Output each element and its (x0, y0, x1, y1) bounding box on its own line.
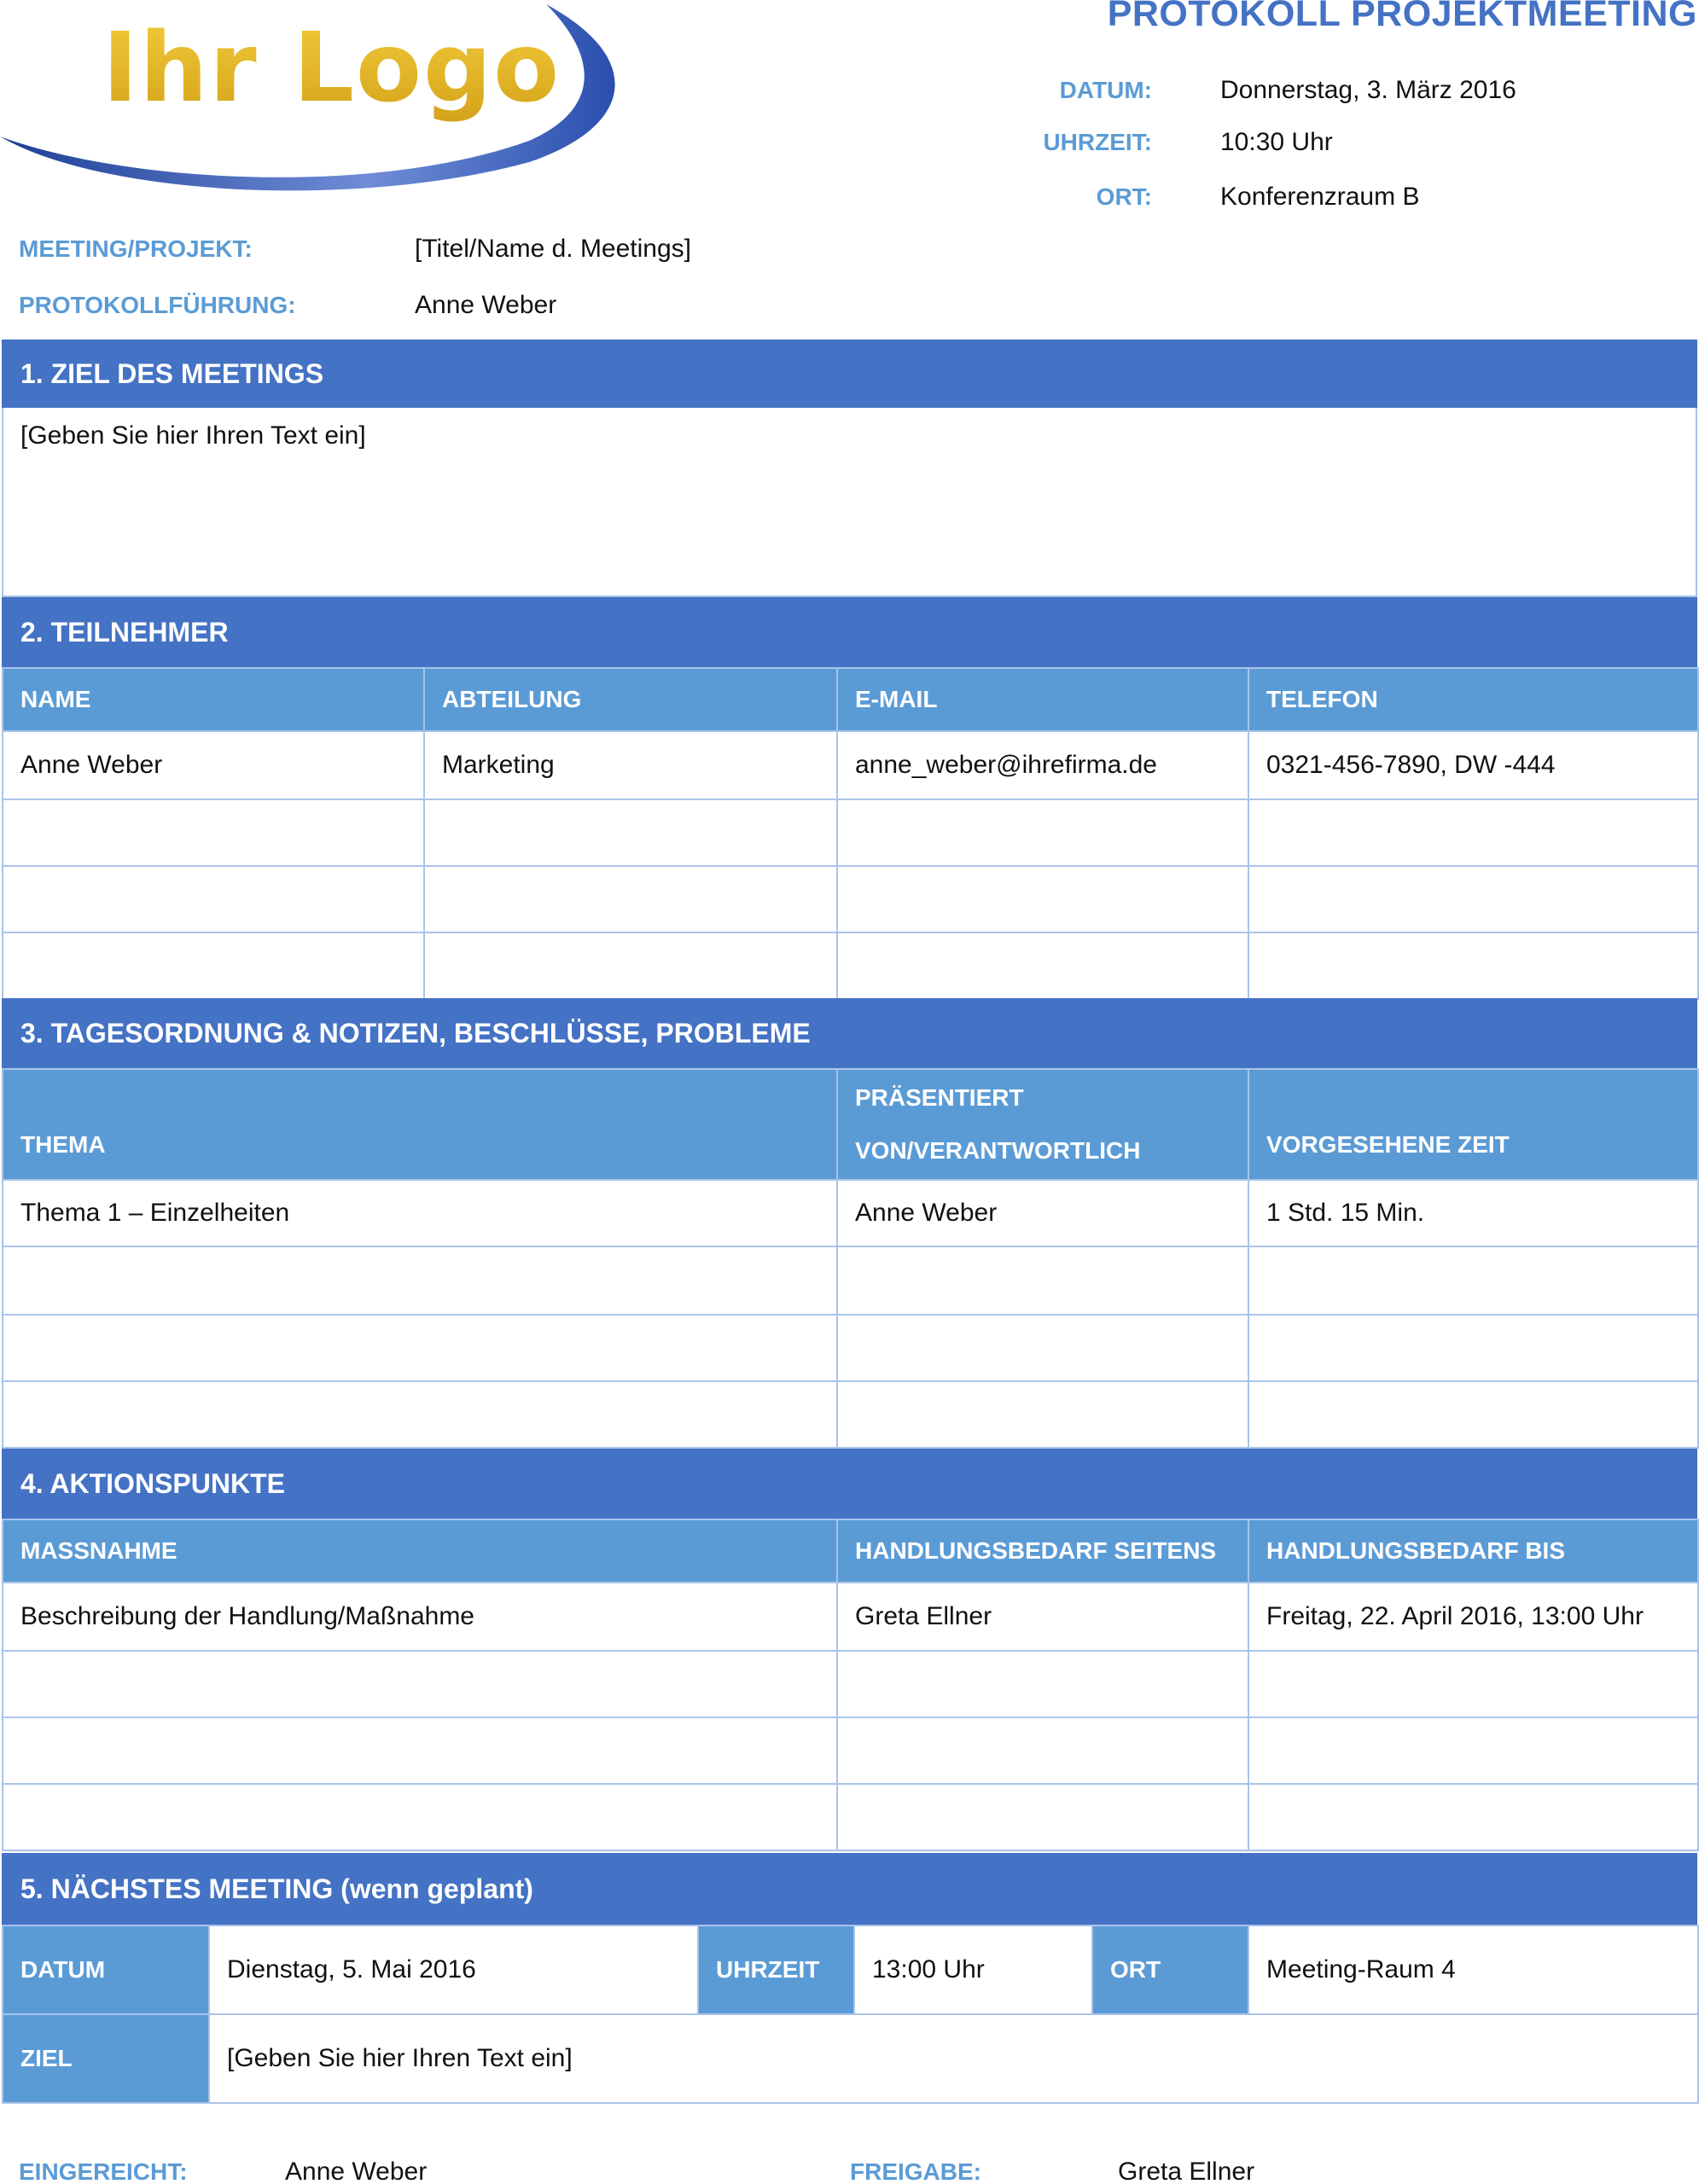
table-row (3, 1651, 1698, 1717)
empty-cell (837, 1315, 1248, 1381)
section-goal-header: 1. ZIEL DES MEETINGS (2, 340, 1697, 408)
empty-cell (3, 1381, 837, 1448)
next-meeting-goal-row (3, 2014, 1698, 2103)
header-time-value: 10:30 Uhr (1220, 128, 1333, 156)
empty-cell (1248, 799, 1698, 866)
project-value: [Titel/Name d. Meetings] (415, 235, 692, 263)
table-row (3, 731, 1698, 799)
participant-department: Marketing (424, 731, 837, 799)
empty-cell (1248, 866, 1698, 932)
header-date-label: DATUM: (1059, 77, 1152, 103)
minutes-taker-label: PROTOKOLLFÜHRUNG: (19, 292, 296, 318)
table-row (3, 932, 1698, 999)
empty-cell (3, 799, 424, 866)
table-row (3, 1246, 1698, 1315)
col-presenter-line1: PRÄSENTIERT (855, 1084, 1024, 1111)
next-meeting-row (3, 1926, 1698, 2014)
empty-cell (3, 1717, 837, 1784)
actions-header-row (3, 1519, 1698, 1583)
col-responsible: HANDLUNGSBEDARF SEITENS (837, 1519, 1248, 1583)
next-place-value: Meeting-Raum 4 (1248, 1926, 1698, 2014)
agenda-presenter: Anne Weber (837, 1180, 1248, 1246)
project-label: MEETING/PROJEKT: (19, 235, 253, 262)
agenda-topic: Thema 1 – Einzelheiten (3, 1180, 837, 1246)
header-date-value: Donnerstag, 3. März 2016 (1220, 76, 1516, 104)
empty-cell (837, 1717, 1248, 1784)
next-date-value: Dienstag, 5. Mai 2016 (209, 1926, 698, 2014)
participant-email: anne_weber@ihrefirma.de (837, 731, 1248, 799)
section-goal-text (2, 408, 1697, 597)
col-phone: TELEFON (1248, 668, 1698, 731)
empty-cell (3, 1246, 837, 1315)
actions-table (2, 1519, 1699, 1851)
approval-value: Greta Ellner (1118, 2158, 1255, 2184)
participant-name: Anne Weber (3, 731, 424, 799)
empty-cell (3, 1315, 837, 1381)
col-due: HANDLUNGSBEDARF BIS (1248, 1519, 1698, 1583)
section-participants-header: 2. TEILNEHMER (2, 597, 1697, 667)
document-title: PROTOKOLL PROJEKTMEETING (1107, 0, 1697, 34)
col-planned-time: VORGESEHENE ZEIT (1248, 1069, 1698, 1180)
agenda-header-row (3, 1069, 1698, 1180)
col-department: ABTEILUNG (424, 668, 837, 731)
header-time-row (1043, 125, 1562, 160)
next-time-value: 13:00 Uhr (854, 1926, 1092, 2014)
section-agenda-header: 3. TAGESORDNUNG & NOTIZEN, BESCHLÜSSE, PROBLEME (2, 998, 1697, 1068)
empty-cell (424, 799, 837, 866)
table-row (3, 799, 1698, 866)
empty-cell (424, 932, 837, 999)
agenda-table (2, 1068, 1699, 1449)
empty-cell (837, 1651, 1248, 1717)
header-place-label: ORT: (1096, 183, 1152, 210)
col-presenter (837, 1069, 1248, 1180)
table-row (3, 1583, 1698, 1651)
empty-cell (1248, 1381, 1698, 1448)
empty-cell (1248, 932, 1698, 999)
action-description: Beschreibung der Handlung/Maßnahme (3, 1583, 837, 1651)
table-row (3, 1180, 1698, 1246)
header-place-value: Konferenzraum B (1220, 183, 1420, 211)
empty-cell (837, 1246, 1248, 1315)
participants-table (2, 667, 1699, 1000)
table-row (3, 1784, 1698, 1850)
col-action: MASSNAHME (3, 1519, 837, 1583)
empty-cell (1248, 1784, 1698, 1850)
empty-cell (837, 866, 1248, 932)
empty-cell (837, 932, 1248, 999)
empty-cell (1248, 1717, 1698, 1784)
company-logo (0, 0, 631, 200)
goal-text: [Geben Sie hier Ihren Text ein] (20, 421, 366, 450)
table-row (3, 1381, 1698, 1448)
empty-cell (837, 1381, 1248, 1448)
empty-cell (3, 1784, 837, 1850)
table-row (3, 1717, 1698, 1784)
empty-cell (837, 1784, 1248, 1850)
empty-cell (1248, 1651, 1698, 1717)
table-row (3, 866, 1698, 932)
empty-cell (1248, 1246, 1698, 1315)
table-row (3, 1315, 1698, 1381)
approval-label: FREIGABE: (850, 2158, 981, 2184)
minutes-taker-value: Anne Weber (415, 291, 557, 319)
participants-header-row (3, 668, 1698, 731)
col-name: NAME (3, 668, 424, 731)
empty-cell (3, 866, 424, 932)
header-place-row (1050, 180, 1562, 214)
next-goal-value: [Geben Sie hier Ihren Text ein] (209, 2014, 1698, 2103)
next-goal-label: ZIEL (3, 2014, 209, 2103)
participant-phone: 0321-456-7890, DW -444 (1248, 731, 1698, 799)
header-date-row (1050, 73, 1562, 107)
empty-cell (3, 1651, 837, 1717)
action-responsible: Greta Ellner (837, 1583, 1248, 1651)
empty-cell (1248, 1315, 1698, 1381)
col-presenter-line2: VON/VERANTWORTLICH (855, 1137, 1141, 1164)
empty-cell (424, 866, 837, 932)
next-time-label: UHRZEIT (698, 1926, 854, 2014)
agenda-time: 1 Std. 15 Min. (1248, 1180, 1698, 1246)
next-date-label: DATUM (3, 1926, 209, 2014)
empty-cell (3, 932, 424, 999)
submitted-label: EINGEREICHT: (19, 2158, 188, 2184)
section-next-meeting-header: 5. NÄCHSTES MEETING (wenn geplant) (2, 1853, 1697, 1925)
svg-text:Ihr Logo: Ihr Logo (102, 13, 561, 124)
header-time-label: UHRZEIT: (1043, 129, 1152, 155)
next-place-label: ORT (1092, 1926, 1248, 2014)
action-due: Freitag, 22. April 2016, 13:00 Uhr (1248, 1583, 1698, 1651)
col-email: E-MAIL (837, 668, 1248, 731)
empty-cell (837, 799, 1248, 866)
next-meeting-table (2, 1925, 1699, 2104)
section-actions-header: 4. AKTIONSPUNKTE (2, 1449, 1697, 1519)
submitted-value: Anne Weber (285, 2158, 428, 2184)
col-topic: THEMA (3, 1069, 837, 1180)
